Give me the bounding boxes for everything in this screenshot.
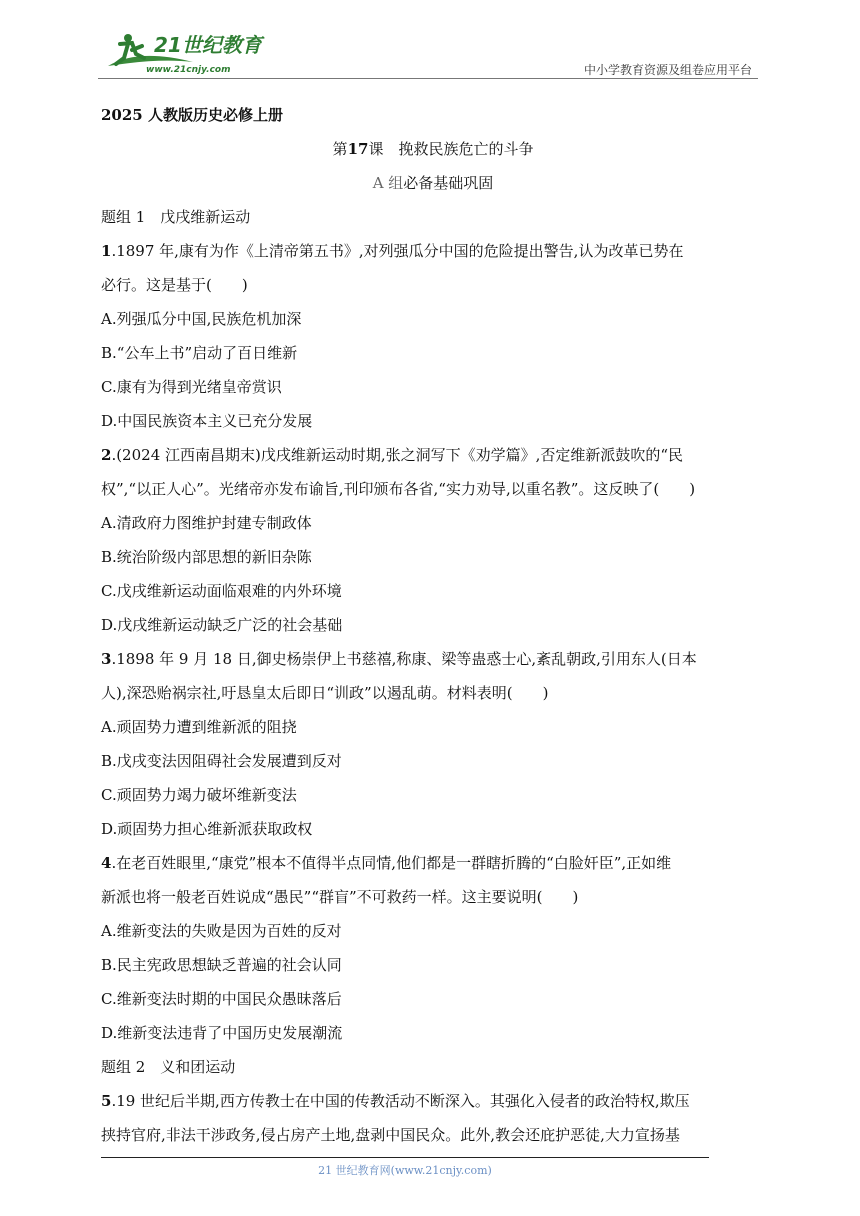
option-d: D.戊戌维新运动缺乏广泛的社会基础 <box>101 616 343 634</box>
option-c: C.康有为得到光绪皇帝赏识 <box>101 378 282 396</box>
logo-text: 21世纪教育 <box>154 33 262 57</box>
group-title: A 组必备基础巩固 <box>372 174 494 192</box>
footer-site-link[interactable]: 21 世纪教育网(www.21cnjy.com) <box>318 1164 492 1177</box>
question-stem: 挟持官府,非法干涉政务,侵占房产土地,盘剥中国民众。此外,教会还庇护恶徒,大力宣扬基 <box>101 1126 680 1144</box>
question-stem: 3.1898 年 9 月 18 日,御史杨崇伊上书慈禧,称康、梁等蛊惑士心,紊乱朝政,引用东人(日本 <box>101 650 697 668</box>
logo-21cnjy <box>98 28 268 78</box>
option-b: B.戊戌变法因阻碍社会发展遭到反对 <box>101 752 342 770</box>
option-b: B.“公车上书”启动了百日维新 <box>101 344 298 362</box>
question-stem: 人),深恐贻祸宗社,吁恳皇太后即日“训政”以遏乱萌。材料表明( ) <box>101 684 549 702</box>
question-1 <box>101 234 765 438</box>
option-a: A.顽固势力遭到维新派的阻挠 <box>101 718 297 736</box>
question-3 <box>101 642 765 846</box>
question-4 <box>101 846 765 1050</box>
option-c: C.戊戌维新运动面临艰难的内外环境 <box>101 582 342 600</box>
header-divider <box>98 78 758 79</box>
question-stem: 4.在老百姓眼里,“康党”根本不值得半点同情,他们都是一群瞎折腾的“白脸奸臣”,正如维 <box>101 854 672 872</box>
option-a: A.列强瓜分中国,民族危机加深 <box>101 310 302 328</box>
logo-url: www.21cnjy.com <box>146 65 231 75</box>
option-d: D.维新变法违背了中国历史发展潮流 <box>101 1024 343 1042</box>
runner-head-icon <box>124 34 132 42</box>
question-stem: 2.(2024 江西南昌期末)戊戌维新运动时期,张之洞写下《劝学篇》,否定维新派鼓吹的“民 <box>101 446 684 464</box>
question-stem: 必行。这是基于( ) <box>101 276 248 294</box>
option-b: B.民主宪政思想缺乏普遍的社会认同 <box>101 956 342 974</box>
question-stem: 5.19 世纪后半期,西方传教士在中国的传教活动不断深入。其强化入侵者的政治特权,欺压 <box>101 1092 690 1110</box>
question-5 <box>101 1084 765 1152</box>
header-platform-text: 中小学教育资源及组卷应用平台 <box>583 63 752 77</box>
question-2 <box>101 438 765 642</box>
section-heading: 题组 2 义和团运动 <box>101 1058 236 1076</box>
document-body <box>101 98 765 1152</box>
option-d: D.顽固势力担心维新派获取政权 <box>101 820 313 838</box>
option-b: B.统治阶级内部思想的新旧杂陈 <box>101 548 312 566</box>
option-a: A.维新变法的失败是因为百姓的反对 <box>101 922 342 940</box>
section-heading: 题组 1 戊戌维新运动 <box>101 208 251 226</box>
option-d: D.中国民族资本主义已充分发展 <box>101 412 313 430</box>
footer-divider <box>101 1157 709 1158</box>
lesson-title: 第17课 挽救民族危亡的斗争 <box>332 140 534 158</box>
option-c: C.顽固势力竭力破坏维新变法 <box>101 786 297 804</box>
option-c: C.维新变法时期的中国民众愚昧落后 <box>101 990 342 1008</box>
question-stem: 1.1897 年,康有为作《上清帝第五书》,对列强瓜分中国的危险提出警告,认为改革已势在 <box>101 242 684 260</box>
question-stem: 新派也将一般老百姓说成“愚民”“群盲”不可救药一样。这主要说明( ) <box>101 888 579 906</box>
book-title: 2025 人教版历史必修上册 <box>101 106 283 124</box>
option-a: A.清政府力图维护封建专制政体 <box>101 514 312 532</box>
page-header <box>98 28 758 80</box>
question-stem: 权”,“以正人心”。光绪帝亦发布谕旨,刊印颁布各省,“实力劝导,以重名教”。这反映了( ) <box>101 480 696 498</box>
